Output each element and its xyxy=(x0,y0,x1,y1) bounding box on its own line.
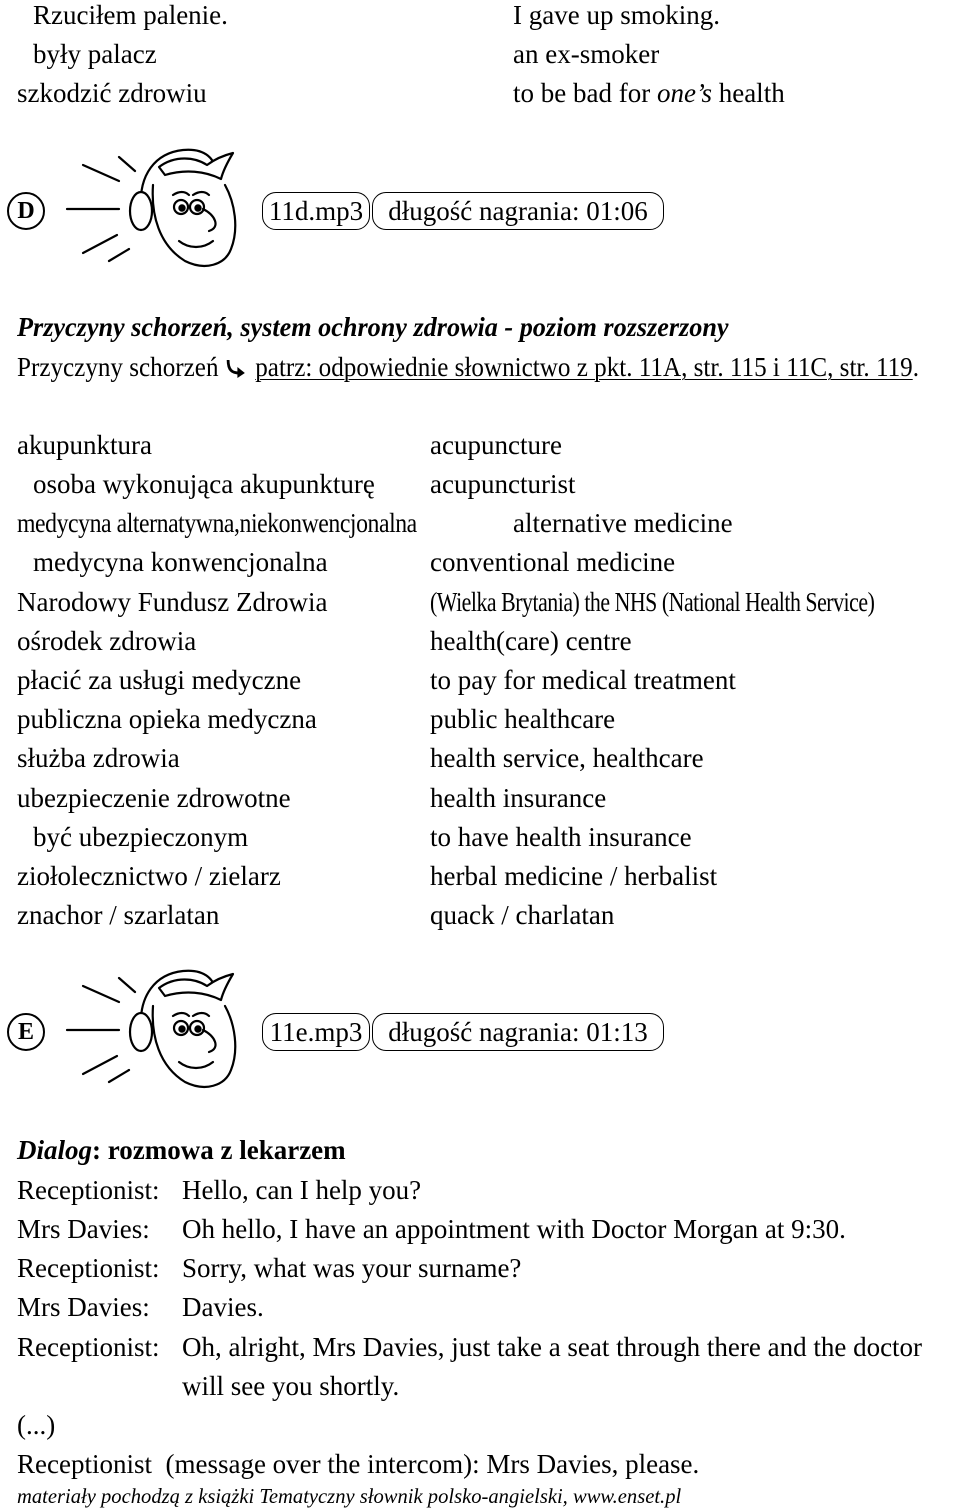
vocab-pl: osoba wykonująca akupunkturę xyxy=(33,469,375,499)
dialog-last-line: Receptionist (message over the intercom): Mrs Davies, please. xyxy=(17,1449,700,1479)
dialog-title: Dialog: rozmowa z lekarzem xyxy=(17,1135,346,1165)
vocab-en: public healthcare xyxy=(430,704,616,734)
top-vocab-pl-2: szkodzić zdrowiu xyxy=(17,78,207,108)
section-subtitle: Przyczyny schorzeń patrz: odpowiednie słownictwo z pkt. 11A, str. 115 i 11C, str. 119. xyxy=(17,352,919,382)
vocab-pl: służba zdrowia xyxy=(17,743,180,773)
section-badge-e: E xyxy=(7,1013,45,1051)
top-vocab-pl-1: były palacz xyxy=(33,39,157,69)
vocab-en: quack / charlatan xyxy=(430,900,615,930)
vocab-pl: akupunktura xyxy=(17,430,152,460)
dialog-speaker: Mrs Davies: xyxy=(17,1214,150,1244)
top-vocab-en-2: to be bad for one’s health xyxy=(513,78,785,108)
top-vocab-pl-0: Rzuciłem palenie. xyxy=(33,0,228,30)
vocab-en: conventional medicine xyxy=(430,547,676,577)
vocab-pl: medycyna alternatywna,niekonwencjonalna xyxy=(17,508,417,538)
dialog-ellipsis: (...) xyxy=(17,1410,56,1440)
vocab-pl: znachor / szarlatan xyxy=(17,900,220,930)
vocab-en: alternative medicine xyxy=(513,508,733,538)
vocab-pl: być ubezpieczonym xyxy=(33,822,249,852)
vocab-en: acupuncturist xyxy=(430,469,576,499)
audio-file-label[interactable]: 11e.mp3 xyxy=(262,1013,370,1051)
cross-reference-link[interactable]: patrz: odpowiednie słownictwo z pkt. 11A, str. 115 i 11C, str. 119 xyxy=(255,352,913,382)
vocab-pl: ubezpieczenie zdrowotne xyxy=(17,783,291,813)
vocab-en: health service, healthcare xyxy=(430,743,704,773)
dialog-text: Sorry, what was your surname? xyxy=(182,1253,522,1283)
section-badge-d: D xyxy=(7,192,45,230)
vocab-en: health(care) centre xyxy=(430,626,632,656)
section-heading: Przyczyny schorzeń, system ochrony zdrowia - poziom rozszerzony xyxy=(17,312,729,342)
vocab-pl: ośrodek zdrowia xyxy=(17,626,197,656)
dialog-text: Oh hello, I have an appointment with Doctor Morgan at 9:30. xyxy=(182,1214,846,1244)
footer-source: materiały pochodzą z książki Tematyczny słownik polsko-angielski, www.enset.pl xyxy=(17,1484,682,1508)
dialog-text: Oh, alright, Mrs Davies, just take a seat through there and the doctor xyxy=(182,1332,923,1362)
vocab-en: health insurance xyxy=(430,783,607,813)
top-vocab-en-0: I gave up smoking. xyxy=(513,0,720,30)
top-vocab-en-1: an ex-smoker xyxy=(513,39,660,69)
curved-arrow-icon xyxy=(225,356,249,378)
vocab-en: acupuncture xyxy=(430,430,562,460)
dialog-speaker: Receptionist: xyxy=(17,1175,160,1205)
dialog-text: Hello, can I help you? xyxy=(182,1175,422,1205)
vocab-pl: Narodowy Fundusz Zdrowia xyxy=(17,587,328,617)
dialog-speaker: Receptionist: xyxy=(17,1253,160,1283)
vocab-en: to have health insurance xyxy=(430,822,692,852)
dialog-text: Davies. xyxy=(182,1292,264,1322)
audio-duration-label: długość nagrania: 01:06 xyxy=(372,192,664,230)
vocab-en: to pay for medical treatment xyxy=(430,665,736,695)
dialog-text: will see you shortly. xyxy=(182,1371,400,1401)
vocab-en: (Wielka Brytania) the NHS (National Health Service) xyxy=(430,587,875,617)
vocab-pl: publiczna opieka medyczna xyxy=(17,704,317,734)
audio-duration-label: długość nagrania: 01:13 xyxy=(372,1013,664,1051)
headphones-listener-icon xyxy=(55,966,250,1101)
vocab-en: herbal medicine / herbalist xyxy=(430,861,718,891)
dialog-speaker: Mrs Davies: xyxy=(17,1292,150,1322)
vocab-pl: ziołolecznictwo / zielarz xyxy=(17,861,281,891)
headphones-listener-icon xyxy=(55,145,250,280)
vocab-pl: płacić za usługi medyczne xyxy=(17,665,302,695)
dialog-speaker: Receptionist: xyxy=(17,1332,160,1362)
vocab-pl: medycyna konwencjonalna xyxy=(33,547,328,577)
audio-file-label[interactable]: 11d.mp3 xyxy=(262,192,370,230)
